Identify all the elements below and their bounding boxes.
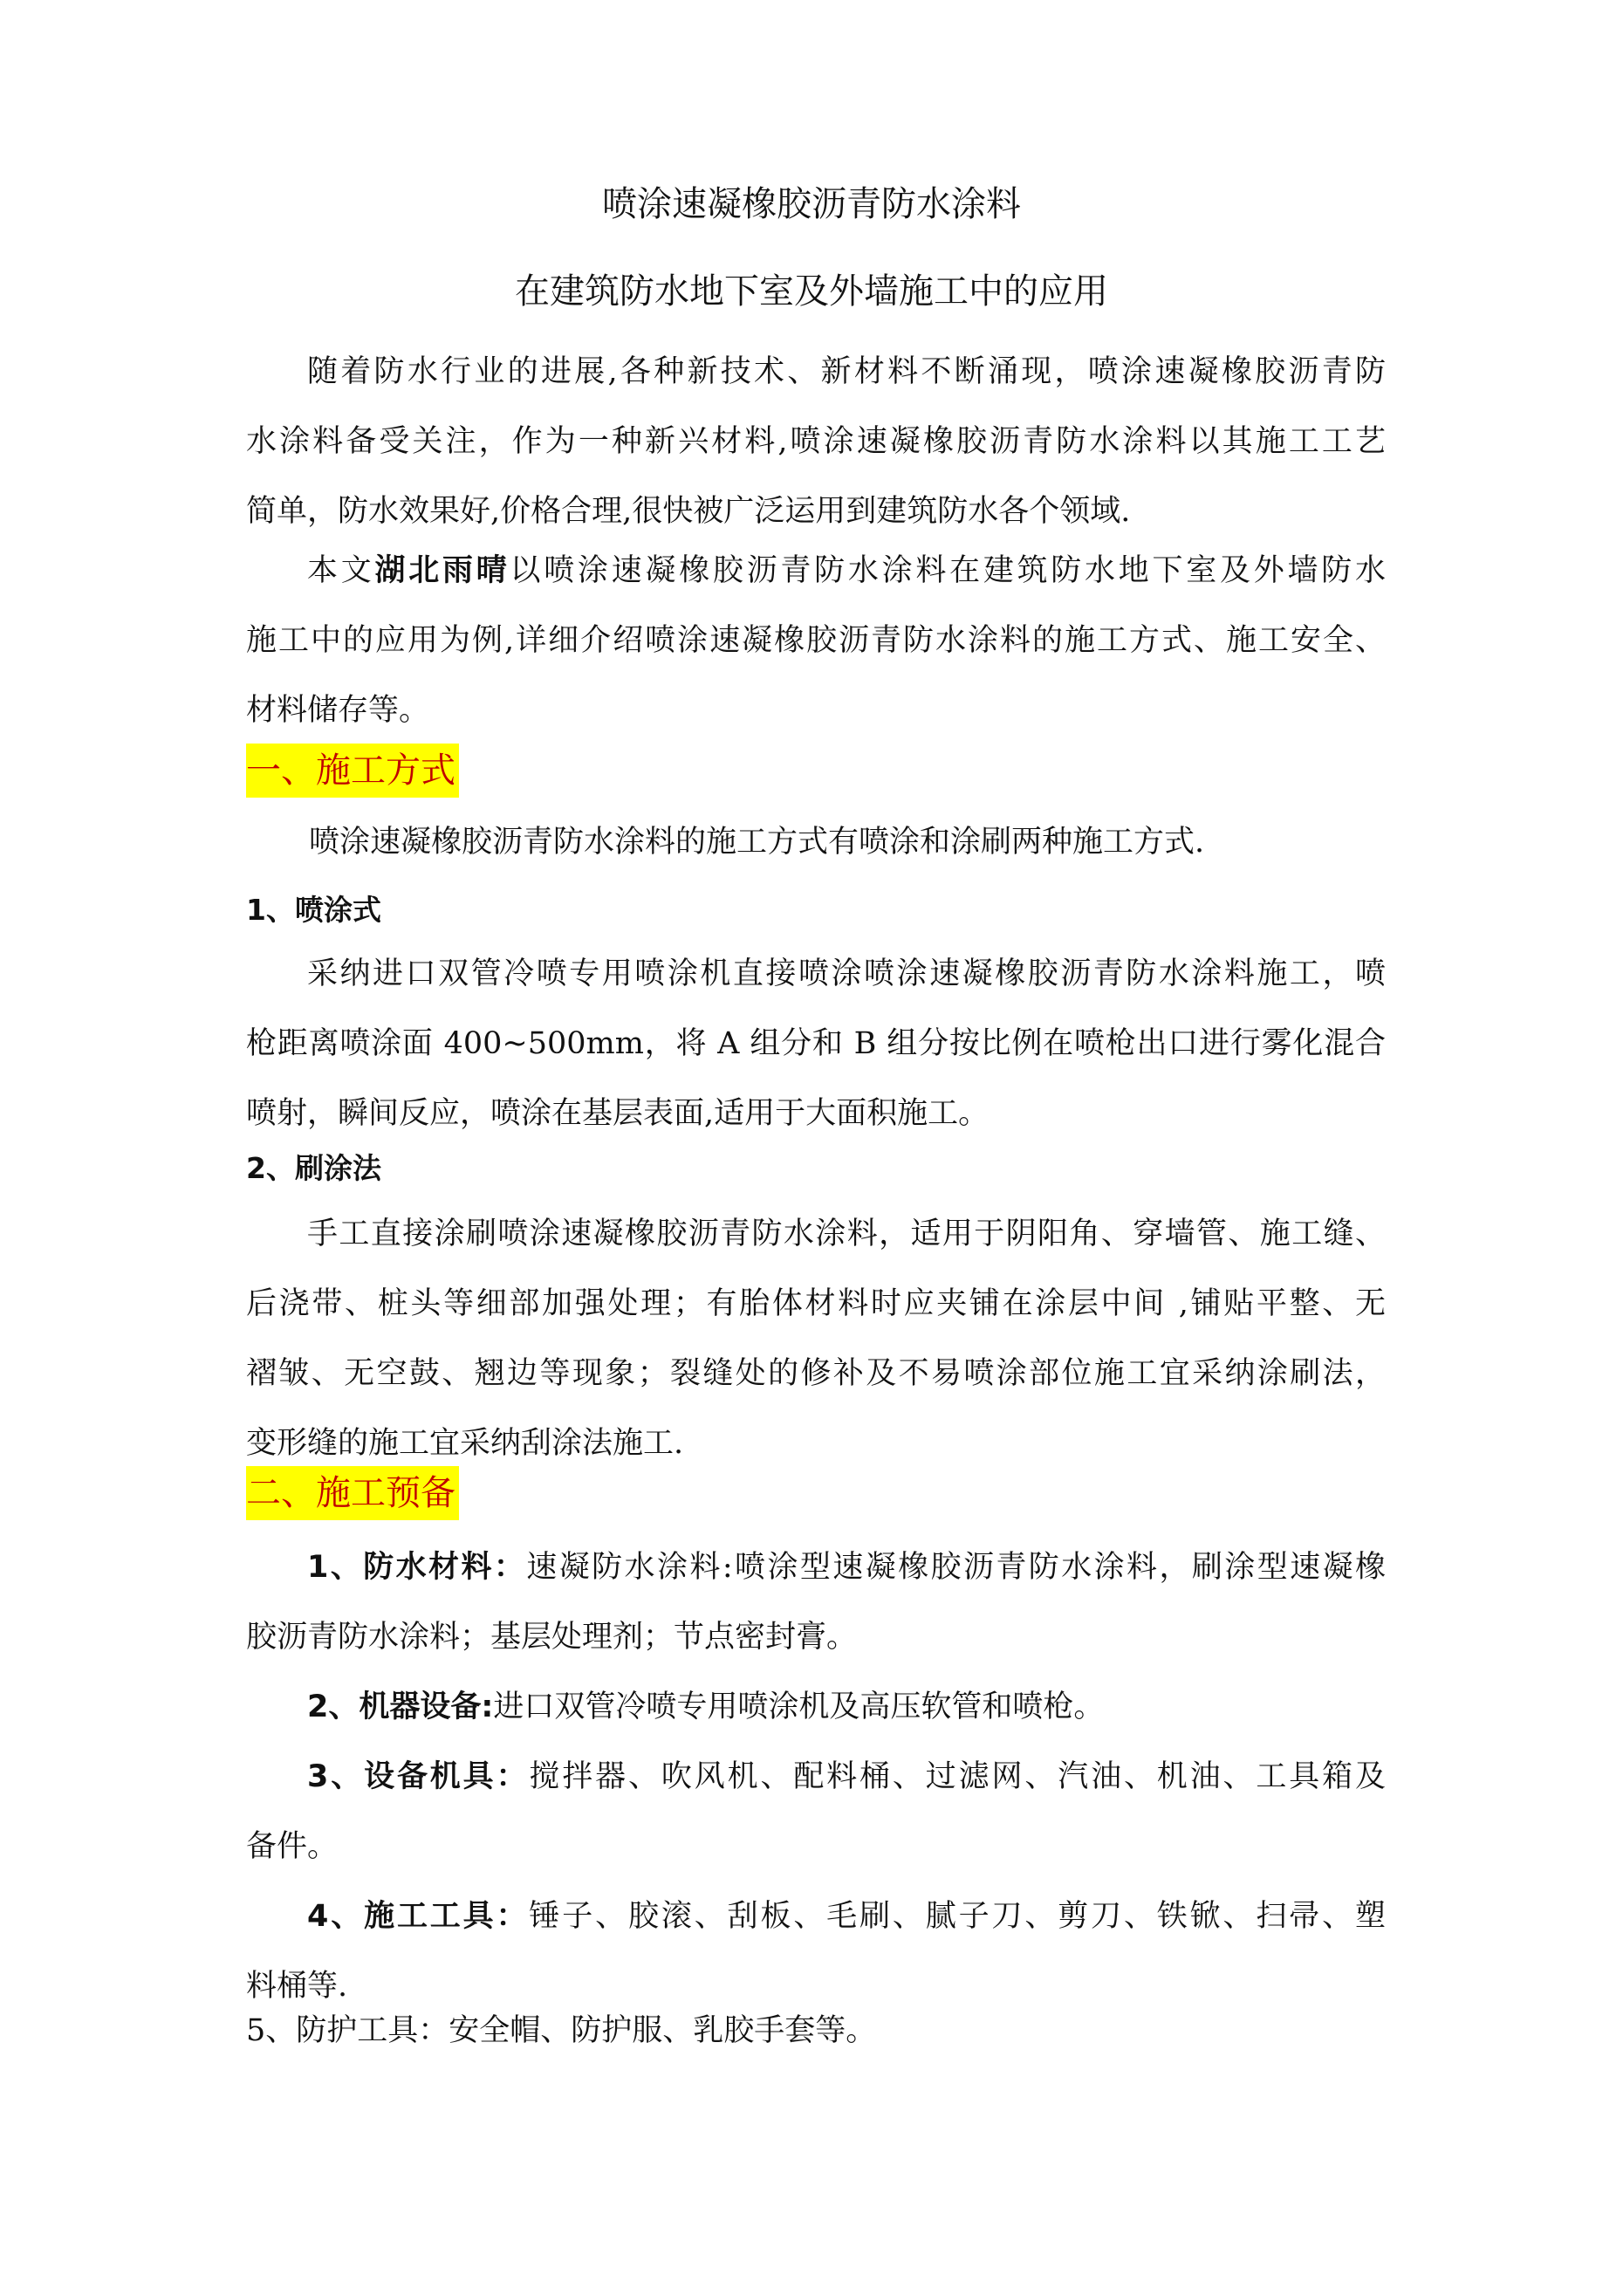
section-1-sub-2-heading: 2、刷涂法 xyxy=(246,1151,381,1185)
intro-p2-lead: 本文 xyxy=(307,553,375,588)
item-4-text: 锤子、胶滚、刮板、毛刷、腻子刀、剪刀、铁锨、扫帚、塑 xyxy=(529,1899,1386,1934)
intro-paragraph-2 xyxy=(246,536,1386,745)
document-title-line-2: 在建筑防水地下室及外墙施工中的应用 xyxy=(515,271,1108,312)
item-3-line-2: 备件。 xyxy=(246,1829,339,1864)
item-4-line-1 xyxy=(246,1881,1386,1951)
section-1-heading: 一、施工方式 xyxy=(246,744,459,798)
intro-p2-line-1 xyxy=(246,536,1386,606)
section-2-heading: 二、施工预备 xyxy=(246,1466,459,1520)
sub2-line-2: 后浇带、桩头等细部加强处理；有胎体材料时应夹铺在涂层中间 ,铺贴平整、无 xyxy=(246,1286,1386,1321)
item-4-line-2: 料桶等. xyxy=(246,1969,348,2004)
section-1-intro: 喷涂速凝橡胶沥青防水涂料的施工方式有喷涂和涂刷两种施工方式. xyxy=(309,825,1205,860)
sub2-line-4: 变形缝的施工宜采纳刮涂法施工. xyxy=(246,1426,684,1461)
item-1-text: 速凝防水涂料:喷涂型速凝橡胶沥青防水涂料，刷涂型速凝橡 xyxy=(526,1550,1386,1585)
intro-p1-line-1: 随着防水行业的进展,各种新技术、新材料不断涌现，喷涂速凝橡胶沥青防 xyxy=(307,354,1386,389)
sub2-line-3: 褶皱、无空鼓、翘边等现象；裂缝处的修补及不易喷涂部位施工宜采纳涂刷法， xyxy=(246,1356,1386,1391)
section-2-item-3 xyxy=(246,1742,1386,1881)
section-2-item-5: 5、防护工具：安全帽、防护服、乳胶手套等。 xyxy=(246,2013,877,2048)
item-1-line-2: 胶沥青防水涂料；基层处理剂；节点密封膏。 xyxy=(246,1620,858,1655)
item-1-line-1 xyxy=(246,1532,1386,1602)
sub1-line-1: 采纳进口双管冷喷专用喷涂机直接喷涂喷涂速凝橡胶沥青防水涂料施工，喷 xyxy=(307,956,1386,991)
section-1-sub-1-heading: 1、喷涂式 xyxy=(246,893,381,927)
sub1-line-2: 枪距离喷涂面 400~500mm，将 A 组分和 B 组分按比例在喷枪出口进行雾化混合 xyxy=(246,1026,1386,1061)
item-2-label: 2、机器设备: xyxy=(307,1689,494,1724)
item-3-text: 搅拌器、吹风机、配料桶、过滤网、汽油、机油、工具箱及 xyxy=(529,1759,1386,1794)
item-2-line-1 xyxy=(246,1672,1386,1742)
company-name: 湖北雨晴 xyxy=(374,553,510,588)
intro-p2-line-2: 施工中的应用为例,详细介绍喷涂速凝橡胶沥青防水涂料的施工方式、施工安全、 xyxy=(246,623,1386,658)
intro-p2-rest: 以喷涂速凝橡胶沥青防水涂料在建筑防水地下室及外墙防水 xyxy=(510,553,1386,588)
section-2-item-1 xyxy=(246,1532,1386,1672)
section-1-sub-1-body xyxy=(246,939,1386,1148)
intro-paragraph-1 xyxy=(246,337,1386,546)
intro-p2-line-3: 材料储存等。 xyxy=(246,693,430,728)
item-2-text: 进口双管冷喷专用喷涂机及高压软管和喷枪。 xyxy=(493,1689,1105,1724)
intro-p1-line-3: 简单，防水效果好,价格合理,很快被广泛运用到建筑防水各个领域. xyxy=(246,494,1131,529)
item-3-label: 3、设备机具： xyxy=(307,1759,530,1794)
section-2-item-4 xyxy=(246,1881,1386,2021)
document-title-line-1: 喷涂速凝橡胶沥青防水涂料 xyxy=(602,184,1021,224)
sub1-line-3: 喷射，瞬间反应，喷涂在基层表面,适用于大面积施工。 xyxy=(246,1096,990,1131)
intro-p1-line-2: 水涂料备受关注，作为一种新兴材料,喷涂速凝橡胶沥青防水涂料以其施工工艺 xyxy=(246,424,1386,459)
section-2-item-2 xyxy=(246,1672,1386,1742)
section-1-sub-2-body xyxy=(246,1199,1386,1478)
sub2-line-1: 手工直接涂刷喷涂速凝橡胶沥青防水涂料，适用于阴阳角、穿墙管、施工缝、 xyxy=(307,1217,1386,1251)
item-3-line-1 xyxy=(246,1742,1386,1812)
item-1-label: 1、防水材料： xyxy=(307,1550,527,1585)
item-4-label: 4、施工工具： xyxy=(307,1899,530,1934)
